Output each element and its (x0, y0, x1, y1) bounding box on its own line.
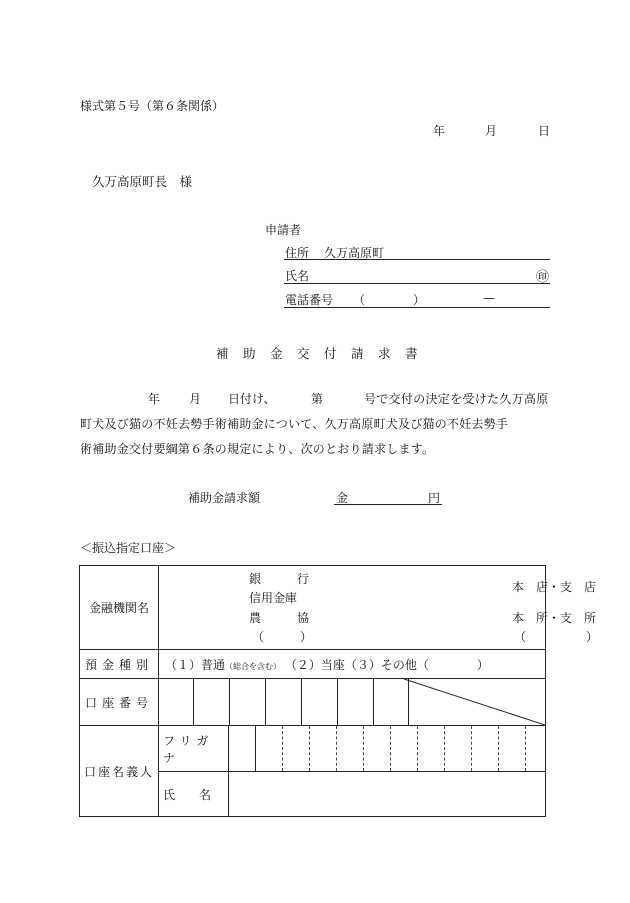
amount-suffix: 円 (428, 491, 441, 505)
amount-label: 補助金請求額 (188, 491, 261, 505)
holder-label: 口座名義人 (83, 764, 154, 779)
deposit-option-ordinary-note: （総合を含む） (225, 661, 282, 671)
digit-box[interactable] (302, 679, 338, 725)
address-underline (284, 259, 550, 260)
phone-underline (284, 307, 550, 308)
branch-type-other: （ ） (514, 630, 599, 644)
deposit-type-field[interactable] (159, 650, 546, 679)
phone-open-paren: （ (353, 293, 366, 307)
furigana-box[interactable] (364, 726, 391, 771)
financial-institution-field[interactable] (159, 566, 599, 650)
furigana-box[interactable] (337, 726, 364, 771)
furigana-label-cell (159, 726, 229, 772)
account-number-digit-boxes (159, 679, 409, 725)
body-line1-tail: 号で交付の決定を受けた久万高原 (364, 392, 549, 406)
bank-type-bank: 銀 行 (249, 572, 310, 586)
account-table (79, 565, 599, 817)
document-title: 補助金交付請求書 (216, 346, 433, 361)
furigana-box[interactable] (256, 726, 283, 771)
digit-box[interactable] (230, 679, 266, 725)
furigana-box[interactable] (310, 726, 337, 771)
deposit-type-label: 預金種別 (84, 657, 153, 672)
financial-institution-label: 金融機関名 (88, 601, 149, 615)
date-year: 年 (433, 124, 446, 138)
furigana-box[interactable] (229, 726, 256, 771)
holder-label-cell (80, 726, 159, 817)
account-heading: ＜振込指定口座＞ (80, 541, 177, 555)
bank-type-nokyo: 農 協 (249, 611, 310, 625)
name-label: 氏名 (285, 269, 310, 283)
body-month: 月 (189, 392, 202, 406)
body-year: 年 (148, 392, 161, 406)
digit-box[interactable] (266, 679, 302, 725)
furigana-label: フリガナ (163, 733, 214, 765)
account-number-label-cell (80, 679, 159, 726)
holder-name-field[interactable] (229, 772, 546, 817)
digit-box[interactable] (194, 679, 230, 725)
address-value: 久万高原町 (324, 246, 385, 260)
body-line3: 術補助金交付要綱第６条の規定により、次のとおり請求します。 (80, 442, 435, 456)
furigana-char-boxes (229, 726, 526, 771)
phone-dash: — (483, 291, 495, 305)
digit-box[interactable] (338, 679, 374, 725)
unused-area-diagonal (404, 679, 545, 725)
amount-prefix: 金 (336, 491, 349, 505)
account-number-label: 口座番号 (84, 695, 153, 710)
furigana-box[interactable] (499, 726, 526, 771)
addressee: 久万高原町長 様 (92, 174, 193, 189)
applicant-heading: 申請者 (265, 223, 302, 237)
phone-close-paren: ） (413, 293, 426, 307)
deposit-option-other[interactable]: （３）その他（ ） (344, 657, 489, 672)
holder-name-label: 氏 名 (163, 787, 212, 802)
body-line2: 町犬及び猫の不妊去勢手術補助金について、久万高原町犬及び猫の不妊去勢手 (80, 417, 509, 431)
name-underline (284, 283, 550, 284)
amount-underline (334, 504, 442, 505)
digit-box[interactable] (159, 679, 194, 725)
seal-mark: ㊞ (536, 270, 550, 285)
furigana-box[interactable] (418, 726, 445, 771)
deposit-type-label-cell (80, 650, 159, 679)
furigana-box[interactable] (283, 726, 310, 771)
body-day-dated: 日付け、 (228, 392, 276, 406)
deposit-option-current[interactable]: （２）当座 (284, 657, 345, 672)
form-number: 様式第５号（第６条関係） (80, 99, 225, 113)
furigana-box[interactable] (472, 726, 499, 771)
date-day: 日 (538, 124, 551, 138)
furigana-box[interactable] (445, 726, 472, 771)
furigana-field[interactable] (229, 726, 546, 772)
bank-type-shinkin: 信用金庫 (249, 591, 298, 605)
phone-label: 電話番号 (285, 293, 334, 307)
branch-type-honten: 本 店・支 店 (512, 580, 597, 594)
account-number-field[interactable] (159, 679, 546, 726)
branch-type-honsho: 本 所・支 所 (512, 611, 597, 625)
body-number-prefix: 第 (311, 392, 324, 406)
deposit-option-ordinary[interactable]: （１）普通 (165, 657, 226, 672)
financial-institution-label-cell (80, 566, 159, 650)
bank-type-other: （ ） (252, 630, 313, 644)
furigana-box[interactable] (391, 726, 418, 771)
address-label: 住所 (285, 246, 310, 260)
date-month: 月 (485, 124, 498, 138)
holder-name-label-cell (159, 772, 229, 817)
